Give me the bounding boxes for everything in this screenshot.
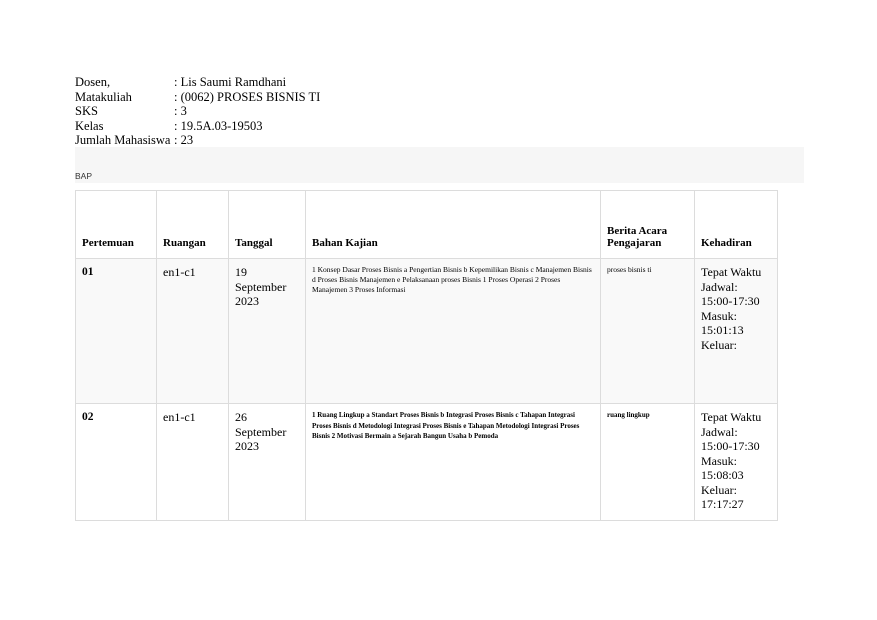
section-label-bap: BAP [75,171,93,181]
kehadiran-jadwal: Jadwal: 15:00-17:30 [701,424,760,453]
info-row-kelas [75,119,320,134]
cell-pertemuan: 01 [76,259,157,404]
kehadiran-status: Tepat Waktu [701,265,762,279]
cell-kehadiran [695,404,778,521]
cell-berita-acara: ruang lingkup [601,404,695,521]
kehadiran-masuk: Masuk: 15:01:13 [701,308,744,337]
info-label: Dosen, [75,75,111,89]
kehadiran-keluar: Keluar: [701,337,737,352]
kehadiran-keluar: Keluar: 17:17:27 [701,482,744,511]
cell-ruangan: en1-c1 [157,404,229,521]
info-label: Matakuliah [75,89,132,104]
cell-bahan-kajian: 1 Konsep Dasar Proses Bisnis a Pengertian Bisnis b Kepemilikan Bisnis c Manajemen Bisnis d Proses Bisnis Manajemen e Pelaksanaan proses Bisnis 1 Proses Operasi 2 Proses Manajemen 3 Proses Informasi [306,259,601,404]
info-value: : 3 [174,104,187,119]
header-pertemuan: Pertemuan [76,191,157,259]
kehadiran-jadwal: Jadwal: 15:00-17:30 [701,279,760,308]
info-value: : 19.5A.03-19503 [174,118,263,133]
bap-table [75,190,778,521]
course-info [75,75,320,148]
info-row-jumlah-mahasiswa [75,133,320,148]
cell-berita-acara: proses bisnis ti [601,259,695,404]
header-berita-acara: Berita Acara Pengajaran [601,191,695,259]
info-label: Kelas [75,118,104,133]
info-value: : (0062) PROSES BISNIS TI [174,89,321,104]
cell-ruangan: en1-c1 [157,259,229,404]
cell-tanggal: 26 September 2023 [229,404,306,521]
section-band [75,147,804,183]
info-row-dosen [75,75,320,90]
info-value: : Lis Saumi Ramdhani [174,75,287,89]
header-kehadiran: Kehadiran [695,191,778,259]
header-tanggal: Tanggal [229,191,306,259]
info-row-matakuliah [75,90,320,105]
info-label: Jumlah Mahasiswa [75,133,171,148]
cell-pertemuan: 02 [76,404,157,521]
header-bahan-kajian: Bahan Kajian [306,191,601,259]
kehadiran-status: Tepat Waktu [701,410,762,424]
cell-bahan-kajian: 1 Ruang Lingkup a Standart Proses Bisnis b Integrasi Proses Bisnis c Tahapan Integrasi Proses Bisnis d Metodologi Integrasi Proses Bisnis e Tahapan Metodologi Integrasi Proses Bisnis 2 Motivasi Bermain a Sejarah Bangun Usaha b Pemoda [306,404,601,521]
table-row [76,404,778,521]
kehadiran-masuk: Masuk: 15:08:03 [701,453,744,482]
info-label: SKS [75,104,98,119]
info-row-sks [75,104,320,119]
table-row [76,259,778,404]
header-ruangan: Ruangan [157,191,229,259]
table-header-row [76,191,778,259]
info-value: : 23 [174,133,194,148]
cell-kehadiran [695,259,778,404]
cell-tanggal: 19 September 2023 [229,259,306,404]
